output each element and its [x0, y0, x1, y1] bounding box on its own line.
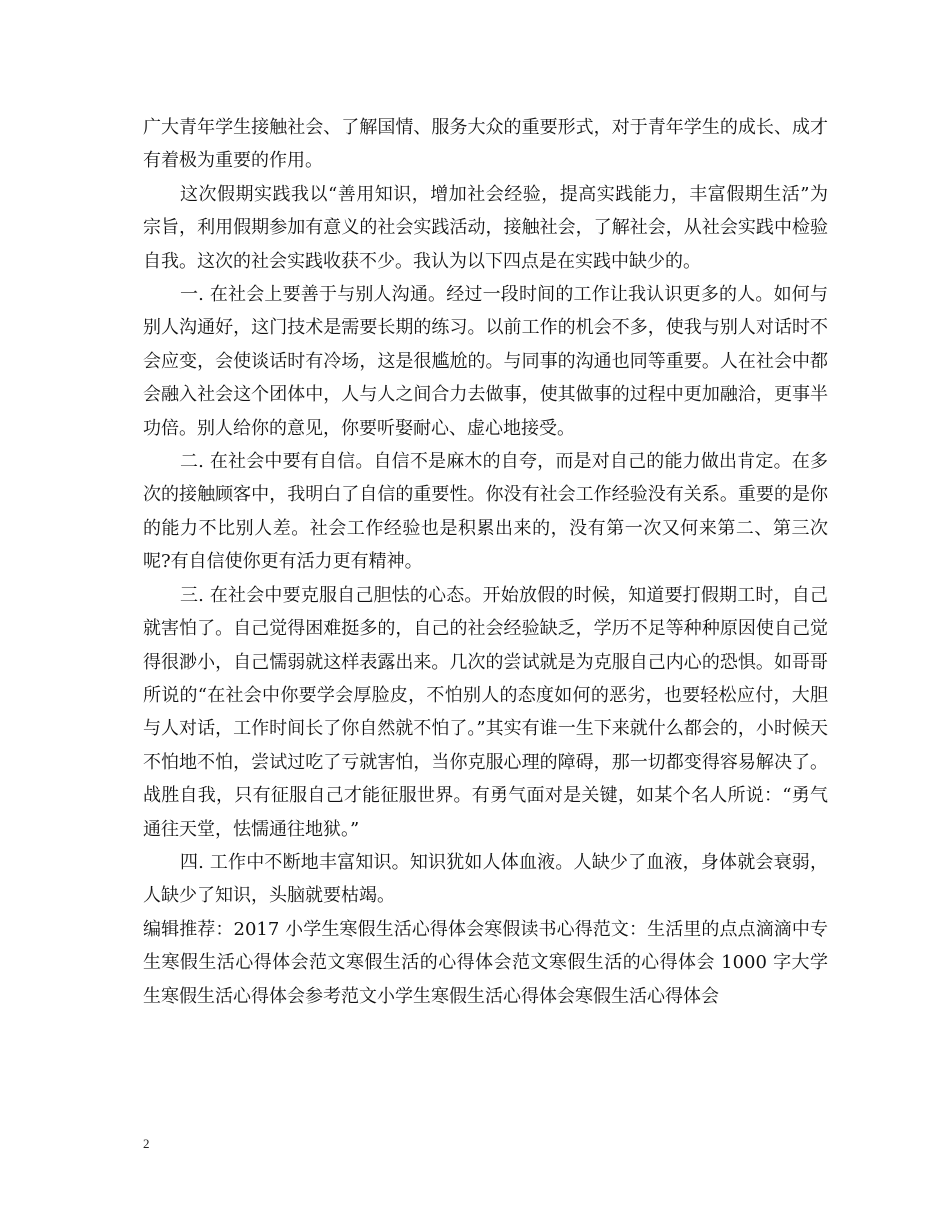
document-body — [143, 111, 828, 1013]
paragraph-intro: 广大青年学生接触社会、了解国情、服务大众的重要形式，对于青年学生的成长、成才有着极为重要的作用。 — [143, 117, 828, 172]
paragraph-point-one: 一. 在社会上要善于与别人沟通。经过一段时间的工作让我认识更多的人。如何与别人沟通好，这门技术是需要长期的练习。以前工作的机会不多，使我与别人对话时不会应变，会使谈话时有冷场，这是很尴尬的。与同事的沟通也同等重要。人在社会中都会融入社会这个团体中，人与人之间合力去做事，使其做事的过程中更加融洽，更事半功倍。别人给你的意见，你要听娶耐心、虚心地接受。 — [143, 284, 828, 439]
page-number: 2 — [143, 1136, 150, 1151]
paragraph-point-four: 四. 工作中不断地丰富知识。知识犹如人体血液。人缺少了血液，身体就会衰弱，人缺少了知识，头脑就要枯竭。 — [143, 851, 828, 907]
paragraph-practice-purpose: 这次假期实践我以“善用知识，增加社会经验，提高实践能力，丰富假期生活”为宗旨，利用假期参加有意义的社会实践活动，接触社会，了解社会，从社会实践中检验自我。这次的社会实践收获不少。我认为以下四点是在实践中缺少的。 — [143, 183, 828, 272]
paragraph-editor-recommendation: 编辑推荐：2017 小学生寒假生活心得体会寒假读书心得范文：生活里的点点滴滴中专生寒假生活心得体会范文寒假生活的心得体会范文寒假生活的心得体会 1000 字大学生寒假生活心得体会参考范文小学生寒假生活心得体会寒假生活心得体会 — [143, 918, 828, 1007]
paragraph-point-two: 二. 在社会中要有自信。自信不是麻木的自夸，而是对自己的能力做出肯定。在多次的接触顾客中，我明白了自信的重要性。你没有社会工作经验没有关系。重要的是你的能力不比别人差。社会工作经验也是积累出来的，没有第一次又何来第二、第三次呢?有自信使你更有活力更有精神。 — [143, 451, 828, 573]
paragraph-point-three: 三. 在社会中要克服自己胆怯的心态。开始放假的时候，知道要打假期工时，自己就害怕了。自己觉得困难挺多的，自己的社会经验缺乏，学历不足等种种原因使自己觉得很渺小，自己懦弱就这样表露出来。几次的尝试就是为克服自己内心的恐惧。如哥哥所说的“在社会中你要学会厚脸皮，不怕别人的态度如何的恶劣，也要轻松应付，大胆与人对话，工作时间长了你自然就不怕了。”其实有谁一生下来就什么都会的，小时候天不怕地不怕，尝试过吃了亏就害怕，当你克服心理的障碍，那一切都变得容易解决了。战胜自我，只有征服自己才能征服世界。有勇气面对是关键，如某个名人所说：“勇气通往天堂，怯懦通往地狱。” — [143, 584, 828, 840]
